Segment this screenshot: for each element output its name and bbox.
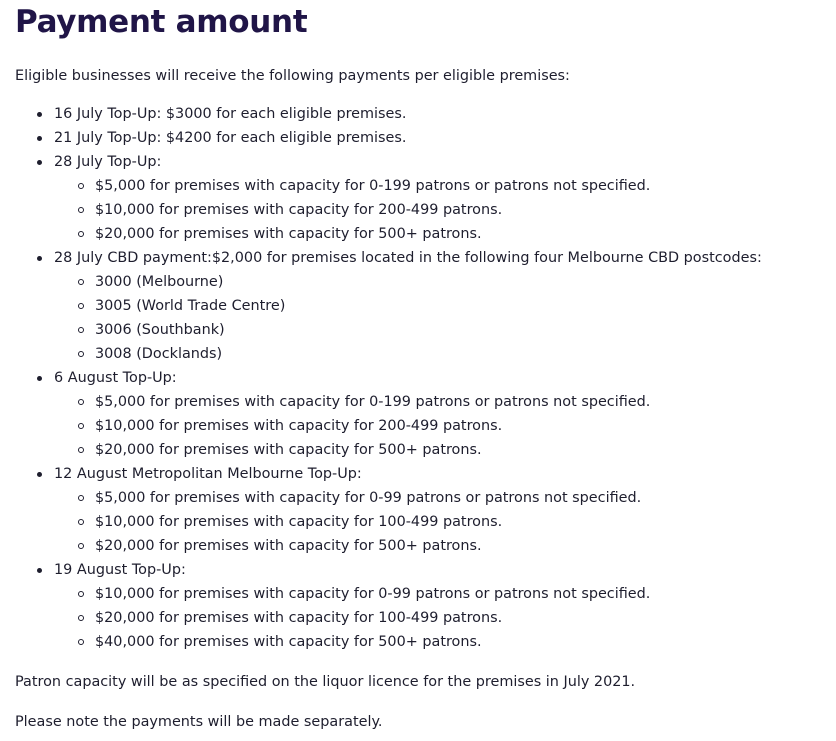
payment-item (15, 246, 836, 366)
payment-tier-item: $20,000 for premises with capacity for 500+ patrons. (54, 438, 836, 462)
payment-tier-list (54, 174, 836, 246)
payment-tier-item: $20,000 for premises with capacity for 500+ patrons. (54, 222, 836, 246)
payment-item-text: 12 August Metropolitan Melbourne Top-Up: (54, 466, 362, 482)
payment-item (15, 150, 836, 246)
payment-item (15, 102, 836, 126)
separate-payments-note: Please note the payments will be made separately. (15, 714, 383, 730)
payment-tier-list (54, 270, 836, 366)
payment-tier-item: $40,000 for premises with capacity for 500+ patrons. (54, 630, 836, 654)
payment-item (15, 366, 836, 462)
payment-item (15, 558, 836, 654)
payment-tier-item: $5,000 for premises with capacity for 0-199 patrons or patrons not specified. (54, 174, 836, 198)
payments-list (15, 102, 836, 654)
payment-tier-item: 3000 (Melbourne) (54, 270, 836, 294)
payment-tier-item: $10,000 for premises with capacity for 200-499 patrons. (54, 414, 836, 438)
page-title: Payment amount (15, 4, 308, 40)
payment-tier-item: 3006 (Southbank) (54, 318, 836, 342)
payment-tier-item: 3008 (Docklands) (54, 342, 836, 366)
payment-item (15, 462, 836, 558)
payment-tier-item: $20,000 for premises with capacity for 100-499 patrons. (54, 606, 836, 630)
payment-item-text: 16 July Top-Up: $3000 for each eligible premises. (54, 106, 407, 122)
payment-tier-item: $5,000 for premises with capacity for 0-199 patrons or patrons not specified. (54, 390, 836, 414)
payment-tier-item: $20,000 for premises with capacity for 500+ patrons. (54, 534, 836, 558)
payment-tier-item: $10,000 for premises with capacity for 0-99 patrons or patrons not specified. (54, 582, 836, 606)
intro-text: Eligible businesses will receive the following payments per eligible premises: (15, 68, 570, 84)
capacity-note: Patron capacity will be as specified on the liquor licence for the premises in July 2021. (15, 674, 636, 690)
payment-tier-list (54, 582, 836, 654)
payment-item-text: 21 July Top-Up: $4200 for each eligible premises. (54, 130, 407, 146)
payment-tier-list (54, 486, 836, 558)
payment-item-text: 19 August Top-Up: (54, 562, 186, 578)
payment-item-text: 28 July CBD payment:$2,000 for premises located in the following four Melbourne CBD postcodes: (54, 250, 762, 266)
payment-tier-list (54, 390, 836, 462)
payment-tier-item: $10,000 for premises with capacity for 200-499 patrons. (54, 198, 836, 222)
payment-tier-item: $10,000 for premises with capacity for 100-499 patrons. (54, 510, 836, 534)
payment-item-text: 28 July Top-Up: (54, 154, 162, 170)
payment-item (15, 126, 836, 150)
payment-tier-item: 3005 (World Trade Centre) (54, 294, 836, 318)
payment-item-text: 6 August Top-Up: (54, 370, 177, 386)
payment-tier-item: $5,000 for premises with capacity for 0-99 patrons or patrons not specified. (54, 486, 836, 510)
